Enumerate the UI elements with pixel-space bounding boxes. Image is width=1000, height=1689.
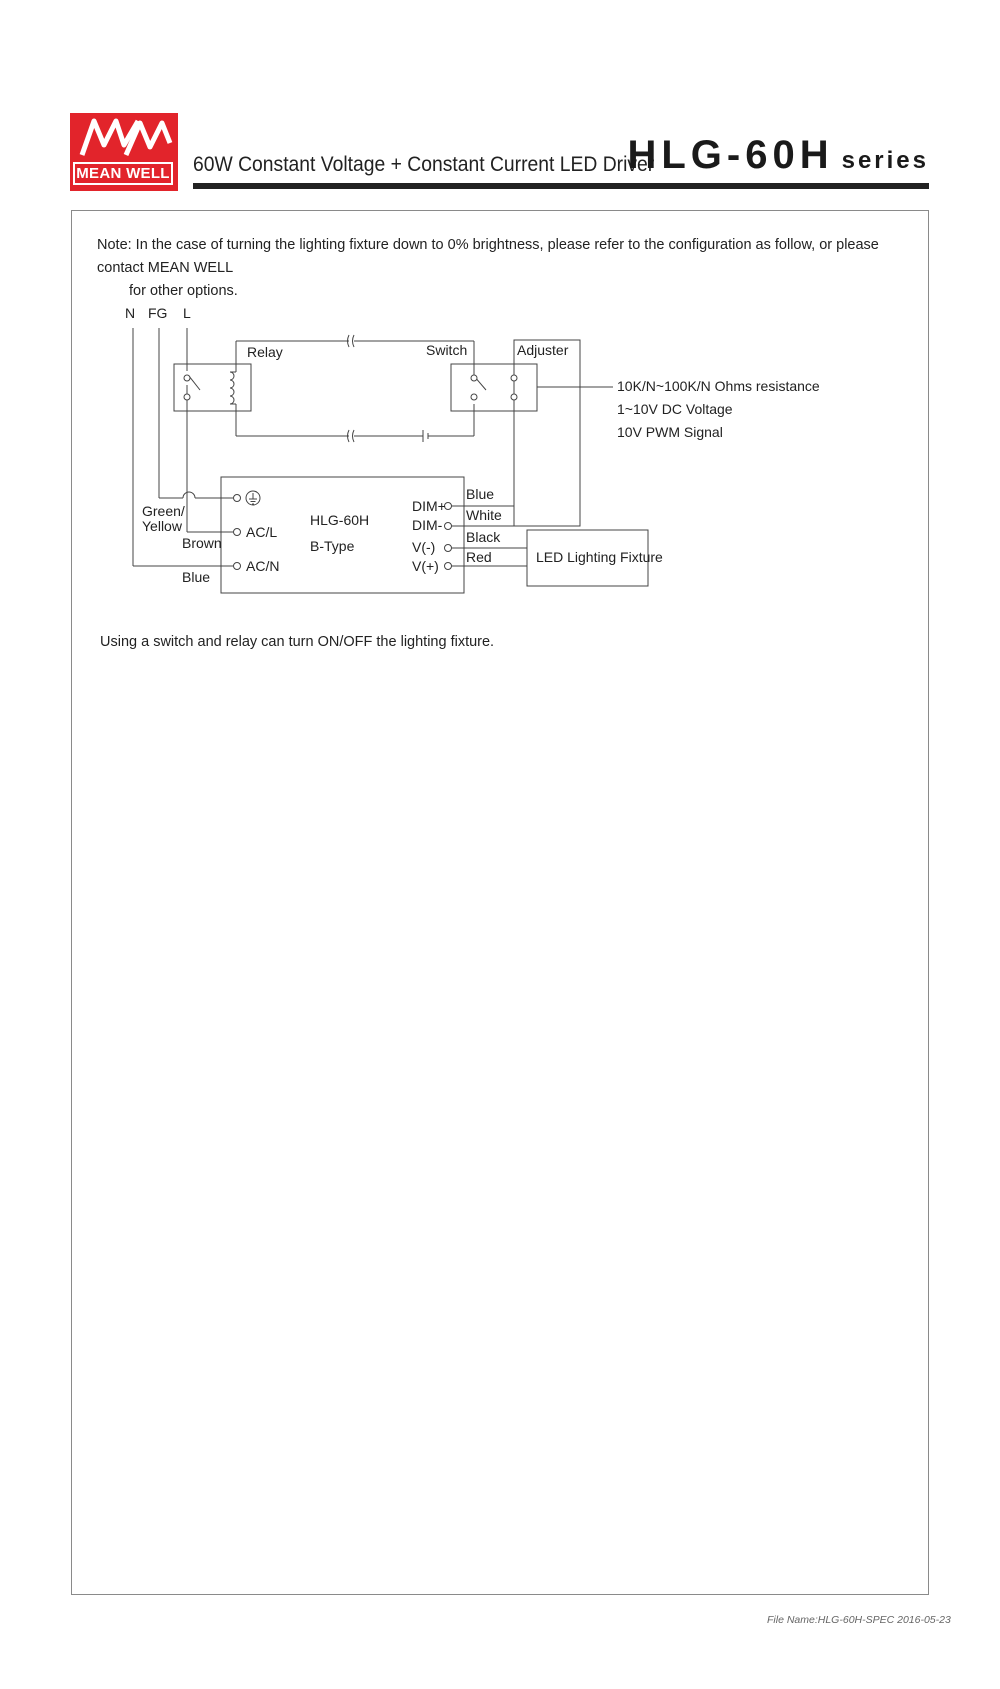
adjuster-option-pwm: 10V PWM Signal <box>617 424 723 440</box>
driver-type-label: B-Type <box>310 538 355 554</box>
wire-green-label: Green/ <box>142 503 185 519</box>
document-subtitle: 60W Constant Voltage + Constant Current LED Driver <box>193 153 655 176</box>
led-fixture-label: LED Lighting Fixture <box>536 549 663 565</box>
switch-label: Switch <box>426 342 468 358</box>
terminal-dim-minus: DIM- <box>412 517 443 533</box>
input-l-label: L <box>183 305 191 321</box>
wire-brown-label: Brown <box>182 535 222 551</box>
wire-black-label: Black <box>466 529 501 545</box>
input-fg-label: FG <box>148 305 168 321</box>
file-footer: File Name:HLG-60H-SPEC 2016-05-23 <box>767 1614 951 1626</box>
note-line-1: Note: In the case of turning the lighting fixture down to 0% brightness, please refer to the configuration as follow, or please contact MEAN WELL <box>97 237 879 276</box>
model-series-label: series <box>841 147 929 174</box>
terminal-v-plus: V(+) <box>412 558 439 574</box>
model-number: HLG-60H <box>627 133 834 177</box>
diagram-caption: Using a switch and relay can turn ON/OFF the lighting fixture. <box>100 634 495 650</box>
logo-brand-text: MEAN WELL <box>73 162 173 185</box>
terminal-v-minus: V(-) <box>412 539 436 555</box>
wire-white-label: White <box>466 507 502 523</box>
note-line-2: for other options. <box>129 283 238 299</box>
adjuster-option-resistance: 10K/N~100K/N Ohms resistance <box>617 378 820 394</box>
wire-blue-right-label: Blue <box>466 486 495 502</box>
terminal-ac-n: AC/N <box>246 558 280 574</box>
input-n-label: N <box>125 305 136 321</box>
wiring-diagram <box>0 0 1000 680</box>
adjuster-option-voltage: 1~10V DC Voltage <box>617 401 733 417</box>
relay-label: Relay <box>247 344 283 360</box>
wire-blue-left-label: Blue <box>182 569 211 585</box>
adjuster-label: Adjuster <box>517 342 569 358</box>
terminal-dim-plus: DIM+ <box>412 498 446 514</box>
wire-yellow-label: Yellow <box>142 518 182 534</box>
wire-red-label: Red <box>466 549 492 565</box>
terminal-ac-l: AC/L <box>246 524 278 540</box>
driver-model-label: HLG-60H <box>310 512 370 528</box>
